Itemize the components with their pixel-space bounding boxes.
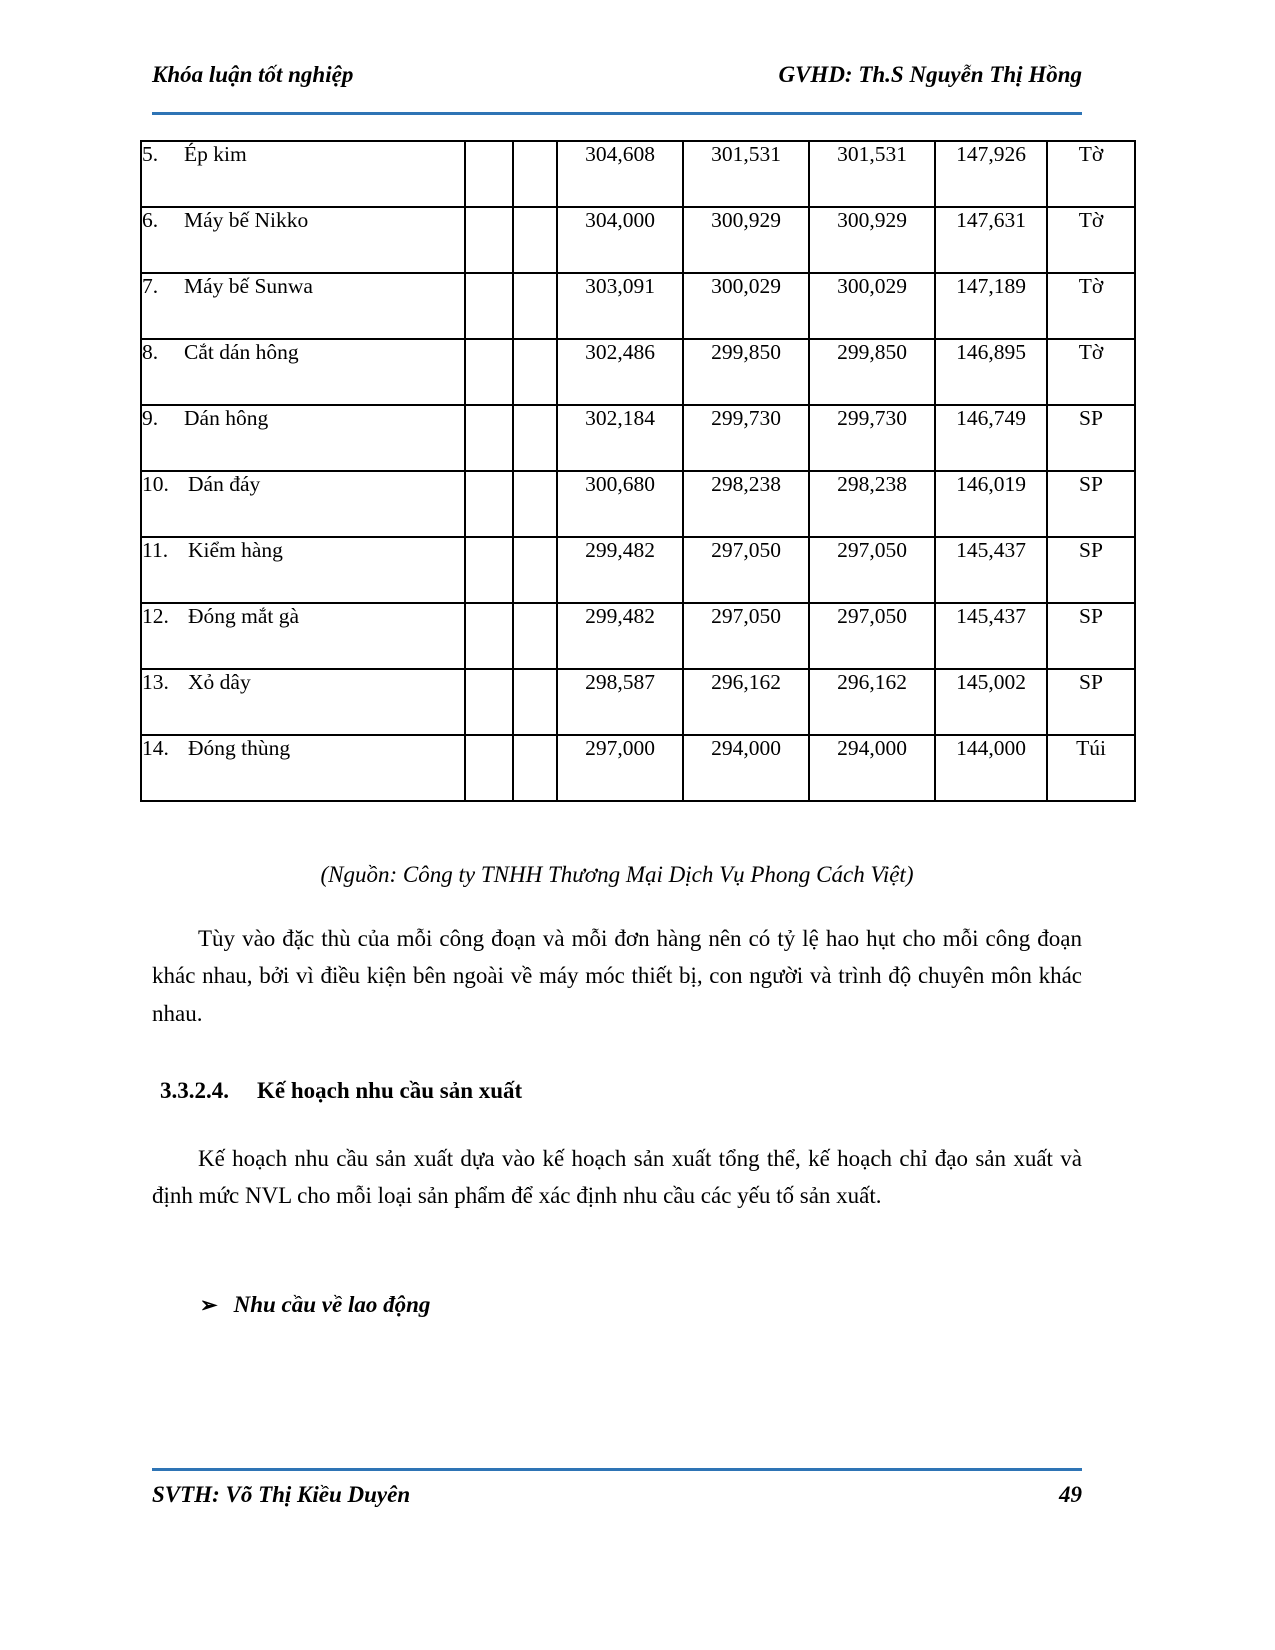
row-value-1: 302,486 (557, 339, 683, 405)
row-value-1: 302,184 (557, 405, 683, 471)
bullet-item-label: Nhu cầu về lao động (233, 1292, 431, 1317)
paragraph-one-text: Tùy vào đặc thù của mỗi công đoạn và mỗi đơn hàng nên có tỷ lệ hao hụt cho mỗi công đoạn khác nhau, bởi vì điều kiện bên ngoài về máy móc thiết bị, con người và trình độ chuyên môn khác nhau. (152, 926, 1082, 1026)
row-blank-cell-1 (465, 405, 513, 471)
row-label-cell (141, 339, 465, 405)
table-row (141, 141, 1135, 207)
row-name: Kiểm hàng (188, 538, 283, 562)
row-value-3: 299,730 (809, 405, 935, 471)
row-value-2: 297,050 (683, 603, 809, 669)
row-label-cell (141, 207, 465, 273)
row-value-2: 298,238 (683, 471, 809, 537)
table-row (141, 603, 1135, 669)
row-index: 11. (142, 538, 169, 562)
row-blank-cell-2 (513, 471, 557, 537)
table-row (141, 339, 1135, 405)
row-name: Dán đáy (188, 472, 261, 496)
paragraph-two-text: Kế hoạch nhu cầu sản xuất dựa vào kế hoạch sản xuất tổng thể, kế hoạch chỉ đạo sản xuất và định mức NVL cho mỗi loại sản phẩm để xác định nhu cầu các yếu tố sản xuất. (152, 1146, 1082, 1209)
row-value-3: 297,050 (809, 603, 935, 669)
row-index: 9. (142, 406, 159, 430)
row-value-4: 147,631 (935, 207, 1047, 273)
page-number: 49 (1059, 1482, 1082, 1507)
row-value-1: 300,680 (557, 471, 683, 537)
row-index: 14. (142, 736, 169, 760)
row-value-3: 294,000 (809, 735, 935, 801)
row-blank-cell-2 (513, 273, 557, 339)
row-value-2: 300,029 (683, 273, 809, 339)
row-value-1: 303,091 (557, 273, 683, 339)
row-label-cell (141, 273, 465, 339)
table-body (141, 141, 1135, 801)
header-left-text: Khóa luận tốt nghiệp (152, 62, 354, 87)
row-value-3: 296,162 (809, 669, 935, 735)
row-value-4: 145,002 (935, 669, 1047, 735)
row-value-2: 300,929 (683, 207, 809, 273)
row-unit: SP (1047, 537, 1135, 603)
row-index: 10. (142, 472, 169, 496)
row-value-3: 299,850 (809, 339, 935, 405)
row-label-cell (141, 537, 465, 603)
row-name: Cắt dán hông (184, 340, 299, 364)
table-row (141, 735, 1135, 801)
row-blank-cell-1 (465, 603, 513, 669)
row-unit: Tờ (1047, 339, 1135, 405)
row-value-3: 300,029 (809, 273, 935, 339)
section-heading-text: Kế hoạch nhu cầu sản xuất (257, 1078, 523, 1103)
row-value-1: 304,608 (557, 141, 683, 207)
row-blank-cell-2 (513, 405, 557, 471)
row-unit: Tờ (1047, 207, 1135, 273)
row-value-2: 299,850 (683, 339, 809, 405)
row-name: Máy bế Nikko (184, 208, 309, 232)
row-blank-cell-1 (465, 207, 513, 273)
row-value-4: 145,437 (935, 537, 1047, 603)
table-row (141, 537, 1135, 603)
row-blank-cell-2 (513, 141, 557, 207)
row-blank-cell-1 (465, 273, 513, 339)
row-label-cell (141, 669, 465, 735)
row-value-1: 299,482 (557, 603, 683, 669)
row-index: 13. (142, 670, 169, 694)
page-header (152, 62, 1082, 88)
row-unit: SP (1047, 405, 1135, 471)
row-blank-cell-2 (513, 537, 557, 603)
row-blank-cell-1 (465, 339, 513, 405)
row-blank-cell-2 (513, 207, 557, 273)
row-label-cell (141, 603, 465, 669)
row-value-1: 297,000 (557, 735, 683, 801)
row-value-2: 299,730 (683, 405, 809, 471)
row-value-4: 146,749 (935, 405, 1047, 471)
row-value-1: 298,587 (557, 669, 683, 735)
row-value-4: 147,926 (935, 141, 1047, 207)
table-source-note: (Nguồn: Công ty TNHH Thương Mại Dịch Vụ Phong Cách Việt) (320, 862, 914, 887)
row-blank-cell-2 (513, 735, 557, 801)
row-value-2: 297,050 (683, 537, 809, 603)
row-unit: SP (1047, 471, 1135, 537)
section-heading-number: 3.3.2.4. (160, 1078, 229, 1103)
row-name: Dán hông (184, 406, 269, 430)
row-value-4: 146,019 (935, 471, 1047, 537)
row-value-3: 298,238 (809, 471, 935, 537)
table-row (141, 207, 1135, 273)
row-index: 8. (142, 340, 159, 364)
row-value-2: 301,531 (683, 141, 809, 207)
header-divider (152, 112, 1082, 115)
table-row (141, 471, 1135, 537)
row-index: 6. (142, 208, 159, 232)
row-unit: SP (1047, 603, 1135, 669)
row-name: Xỏ dây (188, 670, 251, 694)
row-name: Máy bế Sunwa (184, 274, 313, 298)
row-blank-cell-2 (513, 669, 557, 735)
row-label-cell (141, 141, 465, 207)
row-value-3: 297,050 (809, 537, 935, 603)
row-value-2: 294,000 (683, 735, 809, 801)
row-unit: Tờ (1047, 141, 1135, 207)
row-value-4: 147,189 (935, 273, 1047, 339)
production-stages-table (140, 140, 1118, 802)
row-value-4: 144,000 (935, 735, 1047, 801)
row-index: 12. (142, 604, 169, 628)
paragraph-one (152, 920, 1082, 1032)
row-index: 7. (142, 274, 159, 298)
row-value-2: 296,162 (683, 669, 809, 735)
row-name: Đóng thùng (188, 736, 291, 760)
row-index: 5. (142, 142, 159, 166)
row-name: Đóng mắt gà (188, 604, 300, 628)
paragraph-two (152, 1140, 1082, 1215)
row-unit: SP (1047, 669, 1135, 735)
row-value-3: 301,531 (809, 141, 935, 207)
row-unit: Tờ (1047, 273, 1135, 339)
page-footer (152, 1482, 1082, 1508)
row-unit: Túi (1047, 735, 1135, 801)
table-row (141, 669, 1135, 735)
bullet-item (200, 1292, 430, 1318)
row-blank-cell-2 (513, 339, 557, 405)
footer-divider (152, 1468, 1082, 1471)
row-label-cell (141, 735, 465, 801)
row-name: Ép kim (184, 142, 247, 166)
section-heading (160, 1078, 522, 1104)
row-value-1: 304,000 (557, 207, 683, 273)
row-blank-cell-1 (465, 471, 513, 537)
footer-author: SVTH: Võ Thị Kiều Duyên (152, 1482, 411, 1507)
row-label-cell (141, 405, 465, 471)
row-value-4: 145,437 (935, 603, 1047, 669)
row-blank-cell-1 (465, 141, 513, 207)
table-row (141, 405, 1135, 471)
row-value-4: 146,895 (935, 339, 1047, 405)
row-blank-cell-1 (465, 669, 513, 735)
header-right-text: GVHD: Th.S Nguyễn Thị Hồng (778, 62, 1082, 87)
row-blank-cell-2 (513, 603, 557, 669)
row-blank-cell-1 (465, 735, 513, 801)
row-label-cell (141, 471, 465, 537)
row-blank-cell-1 (465, 537, 513, 603)
row-value-1: 299,482 (557, 537, 683, 603)
arrow-bullet-icon: ➢ (200, 1293, 218, 1317)
row-value-3: 300,929 (809, 207, 935, 273)
table-row (141, 273, 1135, 339)
